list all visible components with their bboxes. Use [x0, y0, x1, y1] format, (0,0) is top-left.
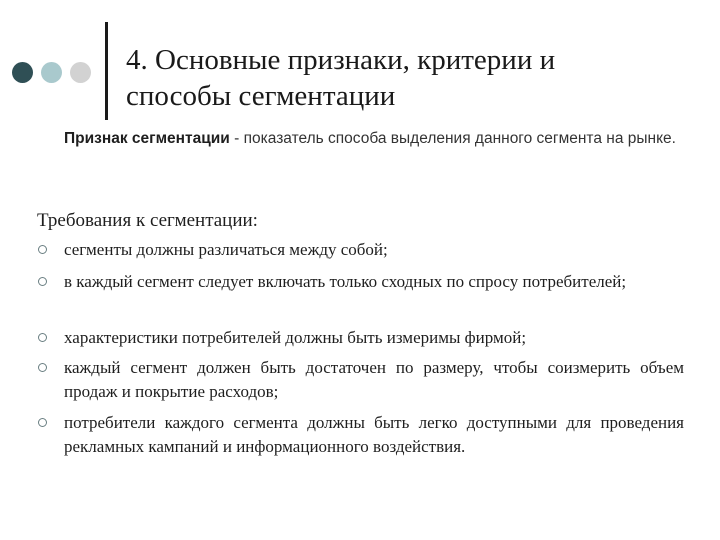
list-item: [38, 270, 684, 294]
bullet-icon: [38, 333, 47, 342]
list-item-text: в каждый сегмент следует включать только сходных по спросу потребителей;: [64, 272, 627, 291]
definition-paragraph: [64, 127, 694, 151]
definition-text: - показатель способа выделения данного сегмента на рынке.: [229, 130, 676, 147]
definition-term: Признак сегментации: [64, 130, 230, 147]
bullet-icon: [38, 277, 47, 286]
list-item: [38, 411, 684, 459]
list-item-text: сегменты должны различаться между собой;: [64, 240, 388, 259]
bullet-icon: [38, 245, 47, 254]
dark-dot-icon: [12, 62, 33, 83]
requirements-heading: Требования к сегментации:: [37, 210, 258, 231]
teal-dot-icon: [41, 62, 62, 83]
list-item: [38, 356, 684, 404]
bullet-icon: [38, 418, 47, 427]
bullet-icon: [38, 363, 47, 372]
list-item: [38, 326, 684, 350]
title-divider: [105, 22, 108, 120]
slide-title: [126, 42, 686, 114]
title-line-1: 4. Основные признаки, критерии и: [126, 44, 556, 76]
list-item: [38, 238, 684, 262]
list-item-text: каждый сегмент должен быть достаточен по размеру, чтобы соизмерить объем продаж и покрытие расходов;: [64, 358, 684, 401]
decorative-dots: [12, 62, 102, 84]
title-line-2: способы сегментации: [126, 80, 396, 112]
list-item-text: потребители каждого сегмента должны быть легко доступными для проведения рекламных кампаний и информационного воздействия.: [64, 413, 684, 456]
gray-dot-icon: [70, 62, 91, 83]
list-item-text: характеристики потребителей должны быть измеримы фирмой;: [64, 328, 527, 347]
